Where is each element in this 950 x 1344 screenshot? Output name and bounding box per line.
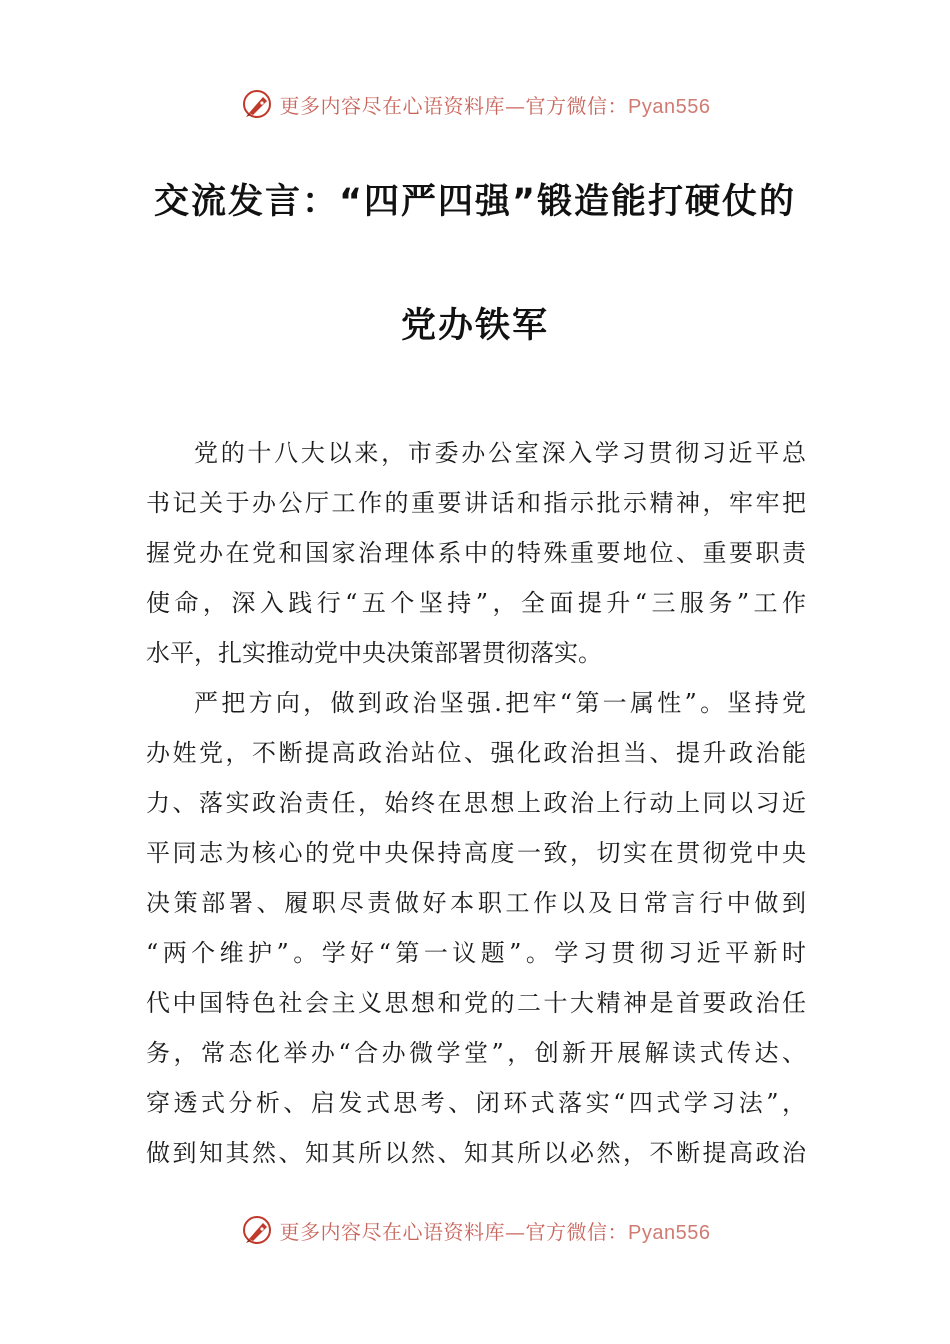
watermark-prefix: 更多内容尽在心语资料库—官方微信： — [279, 93, 629, 118]
text-line: 水平，扎实推动党中央决策部署贯彻落实。 — [146, 639, 602, 667]
pen-nib-logo-icon — [240, 1213, 274, 1247]
text-line: 书记关于办公厅工作的重要讲话和指示批示精神，牢牢把 — [146, 489, 806, 517]
watermark-wechat-id: Pyan556 — [628, 1221, 711, 1244]
text-line: 严把方向，做到政治坚强.把牢“第一属性”。坚持党 — [194, 689, 806, 717]
text-line: “两个维护”。学好“第一议题”。学习贯彻习近平新时 — [146, 939, 806, 967]
text-line: 办姓党，不断提高政治站位、强化政治担当、提升政治能 — [146, 739, 806, 767]
paragraph-2 — [146, 678, 806, 1178]
paragraph-1 — [146, 428, 806, 678]
text-line: 代中国特色社会主义思想和党的二十大精神是首要政治任 — [146, 989, 806, 1017]
header-watermark — [0, 84, 950, 124]
text-line: 做到知其然、知其所以然、知其所以必然，不断提高政治 — [146, 1139, 806, 1167]
document-title-line-1: 交流发言：“四严四强”锻造能打硬仗的 — [153, 182, 796, 222]
pen-nib-logo-icon — [240, 87, 274, 121]
text-line: 力、落实政治责任，始终在思想上政治上行动上同以习近 — [146, 789, 806, 817]
watermark-prefix: 更多内容尽在心语资料库—官方微信： — [279, 1219, 629, 1244]
text-line: 党的十八大以来，市委办公室深入学习贯彻习近平总 — [194, 439, 806, 467]
text-line: 平同志为核心的党中央保持高度一致，切实在贯彻党中央 — [146, 839, 806, 867]
text-line: 决策部署、履职尽责做好本职工作以及日常言行中做到 — [146, 889, 806, 917]
footer-watermark — [0, 1210, 950, 1250]
text-line: 务，常态化举办“合办微学堂”，创新开展解读式传达、 — [146, 1039, 806, 1067]
watermark-text — [280, 1216, 711, 1245]
text-line: 穿透式分析、启发式思考、闭环式落实“四式学习法”， — [146, 1089, 806, 1117]
document-body — [146, 428, 806, 1178]
document-title-line-2: 党办铁军 — [400, 306, 549, 346]
text-line: 握党办在党和国家治理体系中的特殊重要地位、重要职责 — [146, 539, 806, 567]
text-line: 使命，深入践行“五个坚持”，全面提升“三服务”工作 — [146, 589, 806, 617]
watermark-wechat-id: Pyan556 — [628, 95, 711, 118]
watermark-text — [280, 90, 711, 119]
